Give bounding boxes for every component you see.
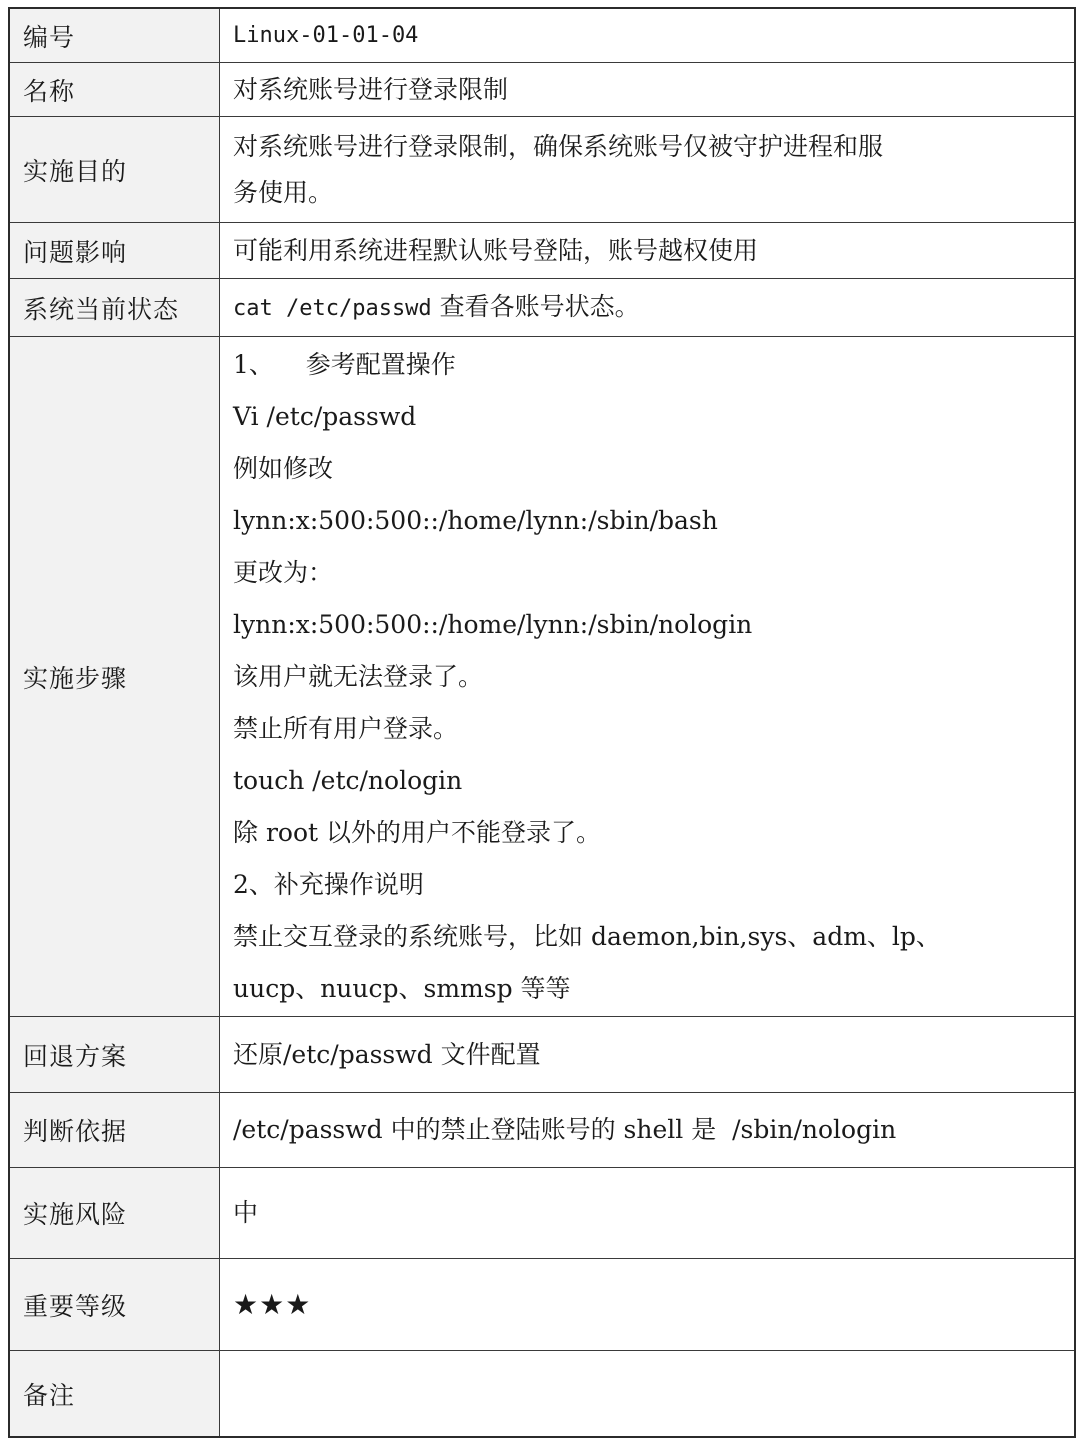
- value-status: [233, 281, 1054, 335]
- value-purpose-cell: [220, 117, 1074, 222]
- row-status: [10, 279, 1074, 337]
- config-spec-table: [8, 7, 1076, 1438]
- value-steps-cell: [220, 337, 1074, 1016]
- label-impact: 问题影响: [10, 223, 220, 278]
- row-risk: [10, 1168, 1074, 1259]
- row-rollback: [10, 1017, 1074, 1093]
- step-line: touch /etc/nologin: [233, 765, 463, 795]
- step-line: 除 root 以外的用户不能登录了。: [233, 817, 601, 847]
- value-name-cell: [220, 63, 1074, 116]
- value-purpose-line-1: 对系统账号进行登录限制，确保系统账号仅被守护进程和服: [233, 131, 884, 161]
- row-criteria: [10, 1093, 1074, 1168]
- label-purpose: 实施目的: [10, 117, 220, 222]
- value-impact-cell: [220, 223, 1074, 278]
- label-risk: 实施风险: [10, 1168, 220, 1258]
- label-criteria: 判断依据: [10, 1093, 220, 1167]
- label-rollback: 回退方案: [10, 1017, 220, 1092]
- status-command: cat /etc/passwd: [233, 295, 432, 321]
- value-rollback: 还原/etc/passwd 文件配置: [233, 1039, 541, 1069]
- value-notes-cell: [220, 1351, 1074, 1436]
- label-name: 名称: [10, 63, 220, 116]
- row-impact: [10, 223, 1074, 279]
- status-text: 查看各账号状态。: [431, 291, 640, 321]
- step-line: 禁止所有用户登录。: [233, 713, 459, 743]
- value-criteria-cell: [220, 1093, 1074, 1167]
- star-rating: ★★★: [233, 1287, 312, 1321]
- step-line: lynn:x:500:500::/home/lynn:/sbin/nologin: [233, 609, 753, 639]
- value-id-cell: [220, 9, 1074, 62]
- step-line: 2、补充操作说明: [233, 869, 424, 899]
- step-line: 该用户就无法登录了。: [233, 661, 484, 691]
- label-notes: 备注: [10, 1351, 220, 1436]
- label-level: 重要等级: [10, 1259, 220, 1350]
- row-id: [10, 9, 1074, 63]
- row-level: [10, 1259, 1074, 1351]
- step-line: uucp、nuucp、smmsp 等等: [233, 973, 571, 1003]
- value-rollback-cell: [220, 1017, 1074, 1092]
- row-steps: [10, 337, 1074, 1017]
- row-notes: [10, 1351, 1074, 1436]
- step-line: 更改为：: [233, 557, 334, 587]
- value-name: 对系统账号进行登录限制: [233, 74, 509, 104]
- row-purpose: [10, 117, 1074, 223]
- value-purpose-line-2: 务使用。: [233, 177, 334, 207]
- step-line: 例如修改: [233, 453, 334, 483]
- step-line: lynn:x:500:500::/home/lynn:/sbin/bash: [233, 505, 718, 535]
- value-risk-cell: [220, 1168, 1074, 1258]
- value-criteria: /etc/passwd 中的禁止登陆账号的 shell 是 /sbin/nologin: [233, 1115, 897, 1144]
- row-name: [10, 63, 1074, 117]
- step-line: 1、 参考配置操作: [233, 349, 456, 379]
- value-id: Linux-01-01-04: [233, 22, 419, 48]
- step-line: Vi /etc/passwd: [233, 401, 417, 431]
- step-line: 禁止交互登录的系统账号，比如 daemon,bin,sys、adm、lp、: [233, 921, 941, 951]
- value-status-cell: [220, 279, 1074, 336]
- value-impact: 可能利用系统进程默认账号登陆，账号越权使用: [233, 235, 759, 265]
- value-level-cell: [220, 1259, 1074, 1350]
- label-steps: 实施步骤: [10, 337, 220, 1016]
- label-id: 编号: [10, 9, 220, 62]
- label-status: 系统当前状态: [10, 279, 220, 336]
- value-risk: 中: [233, 1198, 259, 1227]
